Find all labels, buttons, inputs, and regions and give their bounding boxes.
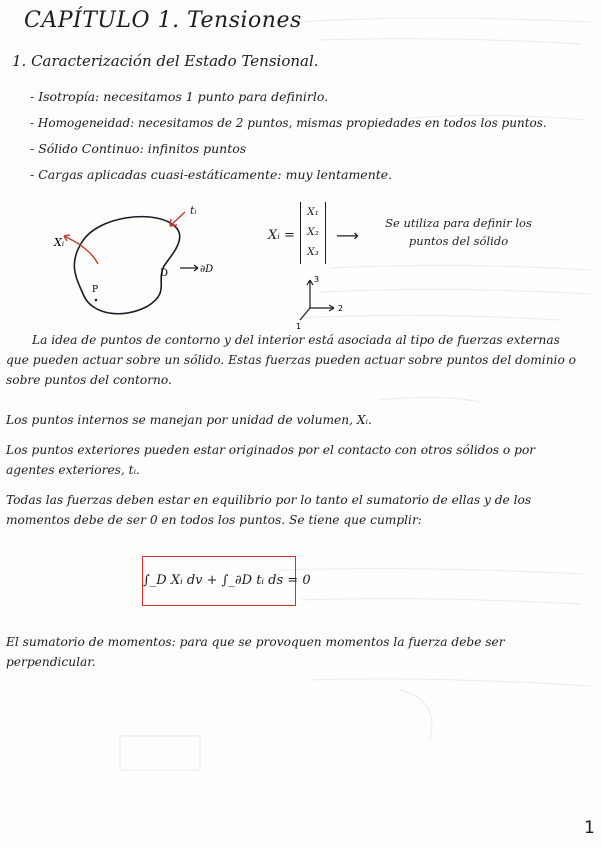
vector-note: Se utiliza para definir los puntos del sólido: [385, 216, 532, 248]
paragraph-moments: El sumatorio de momentos: para que se provoquen momentos la fuerza debe ser perpendicular.: [6, 635, 505, 669]
vector-lhs: Xᵢ =: [268, 228, 295, 243]
point-marker: [95, 299, 98, 302]
coordinate-axes: [290, 272, 350, 332]
paragraph-external: Los puntos exteriores pueden estar originados por el contacto con otros sólidos o por agentes exteriores, tᵢ.: [6, 443, 536, 477]
paragraph-contour: La idea de puntos de contorno y del interior está asociada al tipo de fuerzas externas que pueden actuar sobre un sólido. Estas fuerzas pueden actuar sobre puntos del dominio o sobre puntos del contorno.: [6, 333, 576, 387]
right-arrow-icon: ⟶: [336, 226, 359, 245]
position-vector: [262, 200, 582, 340]
solid-body-diagram: [40, 196, 250, 326]
component-x1: X₁: [307, 206, 319, 218]
point-label: P: [92, 285, 99, 295]
chapter-title: CAPÍTULO 1. Tensiones: [24, 8, 302, 33]
list-item: - Sólido Continuo: infinitos puntos: [30, 136, 547, 162]
equilibrium-formula: ∫_D Xᵢ dv + ∫_∂D tᵢ ds = 0: [142, 556, 296, 606]
body-force-label: Xᵢ: [54, 236, 65, 249]
axis-1-label: 1: [296, 322, 302, 331]
traction-label: tᵢ: [190, 204, 197, 217]
paragraph-internal: Los puntos internos se manejan por unidad de volumen, Xᵢ.: [6, 413, 372, 427]
component-x2: X₂: [307, 226, 319, 238]
domain-label: D: [160, 268, 169, 279]
vector-components: [300, 202, 326, 264]
traction-arrow: [170, 212, 185, 226]
boundary-label: ∂D: [200, 264, 214, 275]
axis-3-label: 3: [314, 275, 320, 284]
component-x3: X₃: [307, 246, 319, 258]
solid-body-outline: [74, 217, 179, 314]
boundary-arrow: [180, 265, 198, 271]
body-force-arrow: [64, 236, 98, 264]
list-item: - Cargas aplicadas cuasi-estáticamente: muy lentamente.: [30, 162, 547, 188]
section-heading: 1. Caracterización del Estado Tensional.: [12, 52, 319, 70]
list-item: - Isotropía: necesitamos 1 punto para definirlo.: [30, 84, 547, 110]
page-number: 1: [584, 818, 595, 838]
axis-2-label: 2: [338, 304, 344, 313]
property-list: [30, 84, 547, 188]
paragraph-equilibrium: Todas las fuerzas deben estar en equilibrio por lo tanto el sumatorio de ellas y de los momentos debe de ser 0 en todos los puntos. Se tiene que cumplir:: [6, 493, 532, 527]
list-item: - Homogeneidad: necesitamos de 2 puntos, mismas propiedades en todos los puntos.: [30, 110, 547, 136]
